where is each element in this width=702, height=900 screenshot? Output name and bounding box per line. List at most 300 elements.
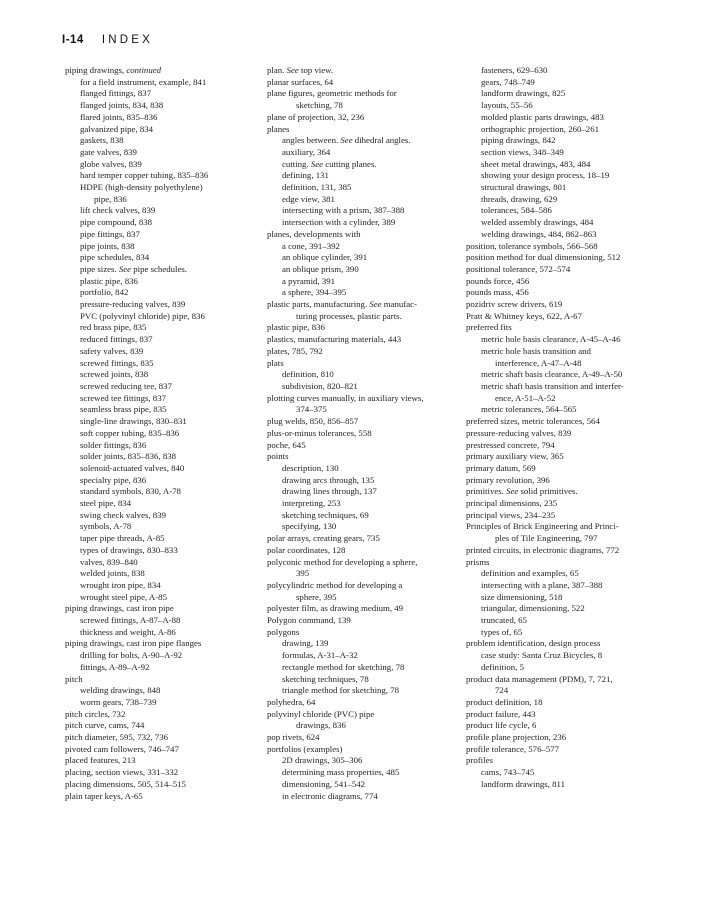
entry-text: pitch circles, 732 xyxy=(65,708,126,719)
entry-text: points xyxy=(267,451,289,462)
entry-text: welding drawings, 848 xyxy=(80,685,161,696)
entry-text: piping drawings, cast iron pipe xyxy=(65,603,174,614)
index-subentry xyxy=(65,205,265,217)
entry-text: screwed reducing tee, 837 xyxy=(80,380,172,391)
index-subentry xyxy=(65,159,265,171)
index-entry xyxy=(466,510,656,522)
index-entry xyxy=(65,720,265,732)
entry-text: piping drawings, xyxy=(65,65,127,75)
entry-text: description, 130 xyxy=(282,462,339,473)
index-subentry xyxy=(267,159,467,171)
entry-text: solenoid-actuated valves, 840 xyxy=(80,462,185,473)
italic-text: See xyxy=(340,135,353,146)
entry-text: screwed fittings, 835 xyxy=(80,357,154,368)
index-entry xyxy=(65,603,265,615)
index-subentry xyxy=(267,779,467,791)
entry-text: plan. xyxy=(267,65,287,75)
index-entry xyxy=(267,545,467,557)
entry-text: profiles xyxy=(466,755,493,766)
index-subentry xyxy=(466,580,656,592)
entry-text: flanged joints, 834, 838 xyxy=(80,100,164,111)
index-subentry xyxy=(65,100,265,112)
italic-text: See xyxy=(369,299,382,310)
index-entry xyxy=(466,521,656,533)
index-subentry xyxy=(65,287,265,299)
index-subentry xyxy=(267,276,467,288)
entry-text: gears, 748–749 xyxy=(481,76,535,87)
entry-text: plastic pipe, 836 xyxy=(80,275,138,286)
index-subentry xyxy=(65,662,265,674)
entry-text: portfolios (examples) xyxy=(267,743,343,754)
index-entry xyxy=(267,393,467,405)
entry-text: standard symbols, 830, A-78 xyxy=(80,486,181,497)
entry-text: a sphere, 394–395 xyxy=(282,287,347,298)
entry-text: symbols, A-78 xyxy=(80,521,132,532)
entry-text: metric hole basis transition and xyxy=(481,345,591,356)
entry-text: profile tolerance, 576–577 xyxy=(466,743,560,754)
entry-text: plastic pipe, 836 xyxy=(267,322,325,333)
index-entry xyxy=(267,557,467,569)
index-subentry xyxy=(267,755,467,767)
index-subentry xyxy=(65,358,265,370)
entry-text: a cone, 391–392 xyxy=(282,240,340,251)
entry-text: determining mass properties, 485 xyxy=(282,767,400,778)
index-entry xyxy=(267,124,467,136)
entry-text: plastic parts, manufacturing. xyxy=(267,299,370,310)
index-entry xyxy=(466,463,656,475)
index-entry xyxy=(466,755,656,767)
index-subentry xyxy=(65,697,265,709)
index-subentry xyxy=(65,217,265,229)
entry-text: prisms xyxy=(466,556,490,567)
entry-text: orthographic projection, 260–261 xyxy=(481,123,599,134)
index-entry xyxy=(267,88,467,100)
entry-text: fasteners, 629–630 xyxy=(481,65,548,75)
entry-text: product data management (PDM), 7, 721, xyxy=(466,673,613,684)
index-entry-continuation xyxy=(466,533,656,545)
entry-text: drawings, 836 xyxy=(296,720,346,731)
entry-text: product life cycle, 6 xyxy=(466,720,537,731)
entry-text: product definition, 18 xyxy=(466,696,543,707)
index-entry xyxy=(267,603,467,615)
entry-text: landform drawings, 825 xyxy=(481,88,566,99)
index-subentry xyxy=(65,147,265,159)
index-entry xyxy=(65,732,265,744)
entry-text: placing, section views, 331–332 xyxy=(65,767,179,778)
entry-text: welded joints, 838 xyxy=(80,568,145,579)
entry-text: polygons xyxy=(267,626,300,637)
index-entry xyxy=(65,779,265,791)
index-subentry xyxy=(267,650,467,662)
index-subentry xyxy=(65,381,265,393)
index-entry xyxy=(65,638,265,650)
index-subentry xyxy=(267,463,467,475)
entry-text: polar arrays, creating gears, 735 xyxy=(267,533,380,544)
entry-text: red brass pipe, 835 xyxy=(80,322,147,333)
index-entry xyxy=(267,322,467,334)
index-entry xyxy=(65,674,265,686)
index-entry xyxy=(466,311,656,323)
entry-text: fittings, A-89–A-92 xyxy=(80,661,150,672)
index-entry xyxy=(466,322,656,334)
entry-text: ence, A-51–A-52 xyxy=(495,392,556,403)
entry-text: plotting curves manually, in auxiliary views, xyxy=(267,392,424,403)
index-entry xyxy=(466,416,656,428)
index-subentry xyxy=(466,603,656,615)
index-subentry xyxy=(466,159,656,171)
running-header xyxy=(62,34,153,48)
entry-text: principal dimensions, 235 xyxy=(466,498,558,509)
index-entry-continuation xyxy=(267,720,467,732)
index-subentry xyxy=(267,170,467,182)
index-subentry xyxy=(466,217,656,229)
index-subentry xyxy=(65,229,265,241)
index-column-2 xyxy=(267,65,467,802)
index-entry-continuation xyxy=(466,685,656,697)
entry-text: pitch diameter, 595, 732, 736 xyxy=(65,732,168,743)
index-entry xyxy=(466,720,656,732)
entry-text: solder fittings, 836 xyxy=(80,439,147,450)
index-subentry xyxy=(65,592,265,604)
index-subentry xyxy=(466,346,656,358)
entry-text: intersecting with a prism, 387–388 xyxy=(282,205,405,216)
italic-text: continued xyxy=(126,65,162,75)
index-subentry xyxy=(65,557,265,569)
entry-text: primary revolution, 396 xyxy=(466,474,550,485)
index-subentry xyxy=(65,521,265,533)
entry-text: pivoted cam followers, 746–747 xyxy=(65,743,179,754)
entry-text: molded plastic parts drawings, 483 xyxy=(481,111,604,122)
index-entry xyxy=(466,486,656,498)
index-entry xyxy=(65,767,265,779)
index-subentry xyxy=(466,381,656,393)
page-title: INDEX xyxy=(101,34,153,46)
entry-text: reduced fittings, 837 xyxy=(80,334,153,345)
index-entry xyxy=(466,744,656,756)
index-subentry xyxy=(65,486,265,498)
entry-text: angles between. xyxy=(282,135,341,146)
index-subentry xyxy=(466,650,656,662)
entry-text: polyhedra, 64 xyxy=(267,696,316,707)
index-subentry xyxy=(267,147,467,159)
entry-text: size dimensioning, 518 xyxy=(481,591,563,602)
entry-text: turing processes, plastic parts. xyxy=(296,310,402,321)
index-subentry xyxy=(466,779,656,791)
entry-text: polyester film, as drawing medium, 49 xyxy=(267,603,404,614)
index-subentry xyxy=(65,510,265,522)
entry-text: polar coordinates, 128 xyxy=(267,544,346,555)
entry-text: pipe compound, 838 xyxy=(80,217,153,228)
index-subentry xyxy=(65,615,265,627)
index-subentry xyxy=(267,241,467,253)
italic-text: See xyxy=(506,486,519,497)
entry-text: pipe joints, 838 xyxy=(80,240,135,251)
entry-text: a pyramid, 391 xyxy=(282,275,336,286)
entry-text: product failure, 443 xyxy=(466,708,536,719)
entry-text: pipe fittings, 837 xyxy=(80,228,140,239)
entry-text: portfolio, 842 xyxy=(80,287,129,298)
entry-text: an oblique prism, 390 xyxy=(282,263,359,274)
entry-text: in electronic diagrams, 774 xyxy=(282,790,378,801)
index-subentry xyxy=(65,276,265,288)
entry-text: plane of projection, 32, 236 xyxy=(267,111,365,122)
entry-text: definition, 131, 385 xyxy=(282,182,352,193)
index-subentry xyxy=(65,322,265,334)
index-entry-continuation xyxy=(267,592,467,604)
entry-text: types of drawings, 830–833 xyxy=(80,544,178,555)
index-subentry xyxy=(65,393,265,405)
entry-text: safety valves, 839 xyxy=(80,345,144,356)
entry-text: definition, 5 xyxy=(481,661,525,672)
index-subentry xyxy=(65,346,265,358)
entry-text: cutting. xyxy=(282,158,311,169)
entry-text: plane figures, geometric methods for xyxy=(267,88,397,99)
entry-text: cutting planes. xyxy=(323,158,377,169)
index-entry xyxy=(267,440,467,452)
entry-text: pipe, 836 xyxy=(94,193,127,204)
entry-text: pipe sizes. xyxy=(80,263,119,274)
index-subentry xyxy=(466,334,656,346)
entry-text: poche, 645 xyxy=(267,439,306,450)
entry-text: triangular, dimensioning, 522 xyxy=(481,603,585,614)
index-entry xyxy=(466,276,656,288)
index-subentry xyxy=(267,486,467,498)
index-entry xyxy=(65,65,265,77)
entry-text: screwed joints, 838 xyxy=(80,369,149,380)
entry-text: flared joints, 835–836 xyxy=(80,111,158,122)
index-subentry xyxy=(65,334,265,346)
entry-text: plats xyxy=(267,357,284,368)
entry-text: 2D drawings, 305–306 xyxy=(282,755,363,766)
index-subentry xyxy=(267,287,467,299)
index-entry xyxy=(466,428,656,440)
entry-text: layouts, 55–56 xyxy=(481,100,533,111)
index-entry-continuation xyxy=(267,311,467,323)
index-subentry xyxy=(65,650,265,662)
index-entry xyxy=(466,475,656,487)
index-subentry xyxy=(466,170,656,182)
index-entry xyxy=(466,287,656,299)
entry-text: pitch xyxy=(65,673,83,684)
entry-text: globe valves, 839 xyxy=(80,158,142,169)
index-entry-continuation xyxy=(65,194,265,206)
entry-text: screwed tee fittings, 837 xyxy=(80,392,166,403)
entry-text: pipe schedules, 834 xyxy=(80,252,150,263)
entry-text: drawing lines through, 137 xyxy=(282,486,377,497)
index-subentry xyxy=(65,428,265,440)
index-subentry xyxy=(267,217,467,229)
entry-text: 374–375 xyxy=(296,404,327,415)
entry-text: drawing arcs through, 135 xyxy=(282,474,375,485)
index-subentry xyxy=(65,545,265,557)
index-entry xyxy=(466,732,656,744)
index-subentry xyxy=(65,77,265,89)
entry-text: plates, 785, 792 xyxy=(267,345,323,356)
index-subentry xyxy=(267,194,467,206)
entry-text: placed features, 213 xyxy=(65,755,136,766)
entry-text: interpreting, 253 xyxy=(282,498,341,509)
index-subentry xyxy=(466,77,656,89)
index-subentry xyxy=(65,685,265,697)
index-subentry xyxy=(466,369,656,381)
entry-text: prestressed concrete, 794 xyxy=(466,439,555,450)
entry-text: steel pipe, 834 xyxy=(80,498,132,509)
entry-text: 395 xyxy=(296,568,310,579)
entry-text: profile plane projection, 236 xyxy=(466,732,567,743)
index-subentry xyxy=(65,627,265,639)
entry-text: metric hole basis clearance, A-45–A-46 xyxy=(481,334,621,345)
index-entry xyxy=(267,697,467,709)
entry-text: truncated, 65 xyxy=(481,615,527,626)
index-entry xyxy=(65,744,265,756)
index-subentry xyxy=(65,451,265,463)
index-entry xyxy=(267,299,467,311)
entry-text: intersection with a cylinder, 389 xyxy=(282,217,396,228)
index-subentry xyxy=(267,369,467,381)
index-entry xyxy=(466,709,656,721)
entry-text: pounds force, 456 xyxy=(466,275,530,286)
italic-text: See xyxy=(310,158,324,169)
entry-text: pop rivets, 624 xyxy=(267,732,320,743)
index-entry xyxy=(466,498,656,510)
index-subentry xyxy=(466,147,656,159)
entry-text: specifying, 130 xyxy=(282,521,337,532)
entry-text: plug welds, 850, 856–857 xyxy=(267,416,359,427)
entry-text: definition, 810 xyxy=(282,369,334,380)
index-subentry xyxy=(267,674,467,686)
index-entry xyxy=(267,416,467,428)
index-subentry xyxy=(267,767,467,779)
entry-text: pressure-reducing valves, 839 xyxy=(80,299,186,310)
entry-text: hard temper copper tubing, 835–836 xyxy=(80,170,209,181)
index-subentry xyxy=(267,521,467,533)
index-entry xyxy=(267,65,467,77)
index-entry xyxy=(466,697,656,709)
index-subentry xyxy=(65,241,265,253)
index-subentry xyxy=(65,124,265,136)
index-subentry xyxy=(267,135,467,147)
entry-text: drilling for bolts, A-90–A-92 xyxy=(80,650,183,661)
index-subentry xyxy=(65,264,265,276)
index-subentry xyxy=(267,638,467,650)
entry-text: showing your design process, 18–19 xyxy=(481,170,610,181)
index-entry-continuation xyxy=(466,393,656,405)
index-entry xyxy=(267,615,467,627)
entry-text: sheet metal drawings, 483, 484 xyxy=(481,158,591,169)
index-subentry xyxy=(65,463,265,475)
entry-text: case study: Santa Cruz Bicycles, 8 xyxy=(481,650,603,661)
index-subentry xyxy=(65,533,265,545)
entry-text: definition and examples, 65 xyxy=(481,568,579,579)
index-entry xyxy=(466,440,656,452)
entry-text: threads, drawing, 629 xyxy=(481,193,558,204)
entry-text: types of, 65 xyxy=(481,626,523,637)
entry-text: manufac- xyxy=(381,299,417,310)
entry-text: pressure-reducing valves, 839 xyxy=(466,427,572,438)
index-entry xyxy=(65,755,265,767)
entry-text: piping drawings, 842 xyxy=(481,135,556,146)
index-column-3 xyxy=(466,65,656,791)
entry-text: dimensioning, 541–542 xyxy=(282,778,366,789)
entry-text: solder joints, 835–836, 838 xyxy=(80,451,177,462)
entry-text: welding drawings, 484, 862–863 xyxy=(481,228,597,239)
index-entry xyxy=(466,241,656,253)
entry-text: landform drawings, 811 xyxy=(481,778,565,789)
index-subentry xyxy=(267,182,467,194)
index-subentry xyxy=(65,88,265,100)
entry-text: structural drawings, 801 xyxy=(481,182,567,193)
index-subentry xyxy=(466,229,656,241)
index-subentry xyxy=(466,662,656,674)
index-entry xyxy=(267,732,467,744)
entry-text: top view. xyxy=(298,65,334,75)
index-entry-continuation xyxy=(267,100,467,112)
page-number: I-14 xyxy=(62,34,84,46)
entry-text: solid primitives. xyxy=(518,486,578,497)
entry-text: an oblique cylinder, 391 xyxy=(282,252,368,263)
entry-text: HDPE (high-density polyethylene) xyxy=(80,182,203,193)
index-subentry xyxy=(65,568,265,580)
entry-text: position, tolerance symbols, 566–568 xyxy=(466,240,598,251)
index-subentry xyxy=(65,182,265,194)
index-subentry xyxy=(267,264,467,276)
entry-text: plus-or-minus tolerances, 558 xyxy=(267,427,372,438)
index-entry xyxy=(267,346,467,358)
entry-text: subdivision, 820–821 xyxy=(282,380,358,391)
index-entry xyxy=(466,252,656,264)
entry-text: 724 xyxy=(495,685,509,696)
index-entry xyxy=(267,77,467,89)
entry-text: for a field instrument, example, 841 xyxy=(80,76,207,87)
entry-text: triangle method for sketching, 78 xyxy=(282,685,400,696)
entry-text: single-line drawings, 830–831 xyxy=(80,416,187,427)
index-subentry xyxy=(65,252,265,264)
entry-text: swing check valves, 839 xyxy=(80,509,166,520)
entry-text: interference, A-47–A-48 xyxy=(495,357,582,368)
entry-text: principal views, 234–235 xyxy=(466,509,556,520)
entry-text: polyconic method for developing a sphere, xyxy=(267,556,418,567)
entry-text: valves, 839–840 xyxy=(80,556,138,567)
entry-text: plastics, manufacturing materials, 443 xyxy=(267,334,402,345)
index-entry xyxy=(466,264,656,276)
index-entry xyxy=(267,709,467,721)
index-subentry xyxy=(267,252,467,264)
index-subentry xyxy=(466,767,656,779)
index-subentry xyxy=(466,194,656,206)
entry-text: piping drawings, cast iron pipe flanges xyxy=(65,638,202,649)
entry-text: sphere, 395 xyxy=(296,591,337,602)
index-entry xyxy=(267,580,467,592)
index-subentry xyxy=(466,65,656,77)
index-subentry xyxy=(267,475,467,487)
index-subentry xyxy=(466,88,656,100)
entry-text: edge view, 381 xyxy=(282,193,335,204)
entry-text: metric tolerances, 564–565 xyxy=(481,404,577,415)
index-subentry xyxy=(466,135,656,147)
index-entry xyxy=(267,112,467,124)
entry-text: printed circuits, in electronic diagrams, 772 xyxy=(466,544,620,555)
index-subentry xyxy=(65,416,265,428)
entry-text: sketching, 78 xyxy=(296,100,343,111)
entry-text: gate valves, 839 xyxy=(80,146,137,157)
entry-text: flanged fittings, 837 xyxy=(80,88,152,99)
index-entry xyxy=(466,674,656,686)
entry-text: welded assembly drawings, 484 xyxy=(481,217,594,228)
index-subentry xyxy=(466,592,656,604)
entry-text: pozidriv screw drivers, 619 xyxy=(466,299,563,310)
entry-text: placing dimensions, 505, 514–515 xyxy=(65,778,186,789)
index-subentry xyxy=(267,381,467,393)
